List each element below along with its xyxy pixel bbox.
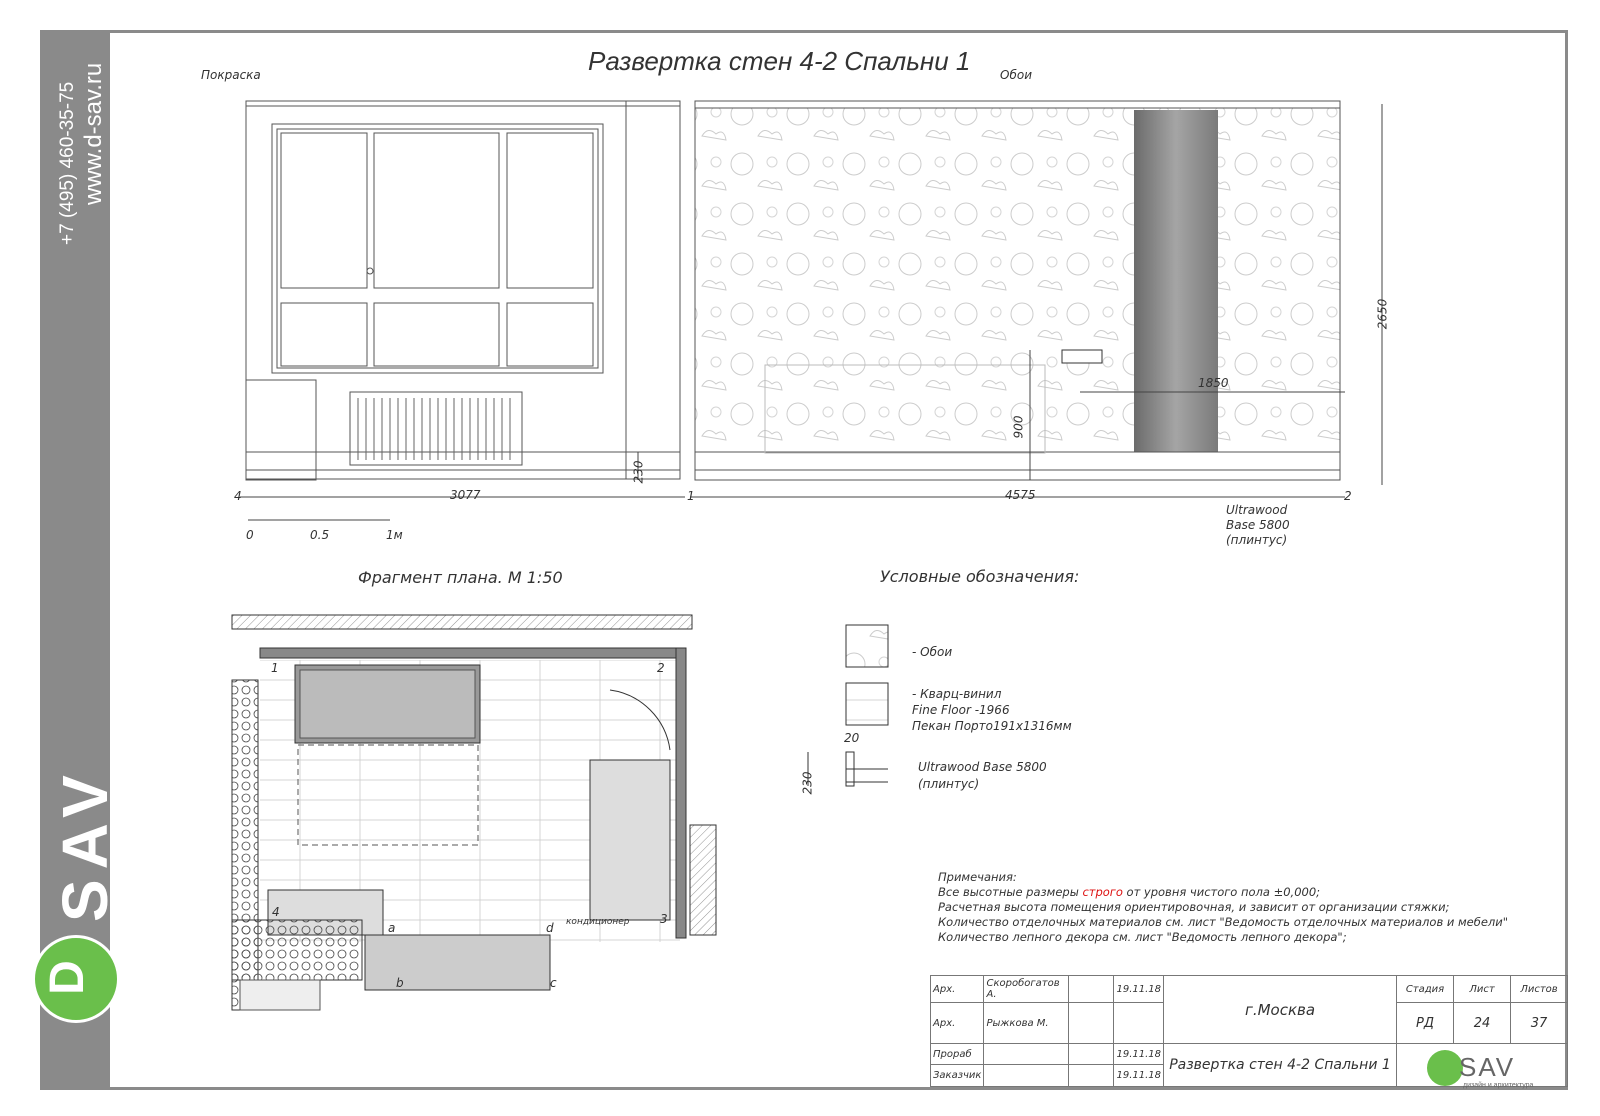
tb-blank-3 [1069,1044,1114,1065]
label-wallpaper: Обои [1000,68,1032,82]
legend-floor-line2: Fine Floor -1966 [912,703,1010,717]
floor-plan [232,615,716,1010]
plan-title: Фрагмент плана. М 1:50 [358,568,563,587]
scale-1m: 1м [386,528,403,542]
tb-date-1: 19.11.18 [1114,976,1164,1003]
dim-1850: 1850 [1198,376,1229,390]
website-url: www.d-sav.ru [80,62,107,205]
tb-logo-icon [1427,1050,1463,1086]
legend-baseboard-line2: (плинтус) [918,777,980,791]
notes-line-1 [938,885,1508,900]
axis-4: 4 [234,489,242,503]
tb-name-4 [984,1065,1069,1087]
title-block [930,975,1568,1090]
baseboard-line2: Base 5800 [1226,518,1290,532]
legend-wallpaper: - Обои [912,645,953,659]
notes-heading: Примечания: [938,870,1017,884]
dim-230: 230 [631,460,646,484]
plan-mark-4: 4 [272,905,280,919]
notes-line-1a: Все высотные размеры [938,885,1083,899]
tb-role-2: Арх. [931,1003,984,1044]
legend-baseboard-dim: 230 [800,771,815,795]
notes-line-3: Количество отделочных материалов см. лист "Ведомость отделочных материалов и мебели" [938,915,1509,929]
sidebar-logo-text: SAV [49,765,121,922]
tb-role-3: Прораб [931,1044,984,1065]
tb-sheet: 24 [1454,1003,1511,1044]
axis-2: 2 [1344,489,1352,503]
tb-blank-2 [1069,1003,1114,1044]
tb-blank-1 [1069,976,1114,1003]
legend-floor-dim: 20 [844,731,860,745]
notes [938,870,1508,945]
tb-name-1: Скоробогатов А. [984,976,1069,1003]
plan-mark-2: 2 [657,661,665,675]
plan-conditioner: кондиционер [566,917,630,927]
page-title: Развертка стен 4-2 Спальни 1 [588,46,971,76]
legend-floor-line1: - Кварц-винил [912,687,1002,701]
elevation-left [246,101,680,480]
tb-name-2: Рыжкова М. [984,1003,1069,1044]
legend-baseboard-line1: Ultrawood Base 5800 [918,760,1047,774]
plan-mark-b: b [396,976,404,990]
baseboard-line3: (плинтус) [1226,533,1288,547]
tb-date-3: 19.11.18 [1114,1044,1164,1065]
tb-blank-4 [1069,1065,1114,1087]
tb-sheets-label: Листов [1511,976,1568,1003]
plan-mark-3: 3 [660,912,668,926]
plan-mark-c: c [550,976,557,990]
tb-date-4: 19.11.18 [1114,1065,1164,1087]
dim-900: 900 [1011,415,1026,439]
tb-sheet-title: Развертка стен 4-2 Спальни 1 [1164,1044,1397,1087]
legend-swatches [808,625,888,786]
notes-line-2: Расчетная высота помещения ориентировочная, и зависит от организации стяжки; [938,900,1450,914]
tb-city: г.Москва [1164,976,1397,1044]
legend-title: Условные обозначения: [880,567,1080,586]
phone-number: +7 (495) 460-35-75 [57,81,78,245]
tb-logo-text: SAV [1459,1052,1516,1083]
tb-stage: РД [1397,1003,1454,1044]
tb-name-3 [984,1044,1069,1065]
scale-0: 0 [246,528,254,542]
tb-role-1: Арх. [931,976,984,1003]
label-paint: Покраска [201,68,261,82]
tb-sheet-label: Лист [1454,976,1511,1003]
notes-line-1b: от уровня чистого пола ±0,000; [1122,885,1321,899]
socket-icon [1062,350,1102,363]
tb-sheets: 37 [1511,1003,1568,1044]
tb-date-2 [1114,1003,1164,1044]
tb-logo-cell [1397,1044,1568,1090]
axis-1: 1 [687,489,695,503]
tb-role-4: Заказчик [931,1065,984,1087]
door [1134,110,1218,452]
baseboard-line1: Ultrawood [1226,503,1288,517]
tb-logo-sub: дизайн и архитектура [1463,1082,1534,1090]
notes-line-1-emphasis: строго [1082,885,1123,899]
plan-mark-d: d [546,921,554,935]
sidebar-logo-letter: D [40,960,94,995]
dim-3077: 3077 [450,488,481,502]
tb-stage-label: Стадия [1397,976,1454,1003]
plan-mark-1: 1 [271,661,279,675]
legend-floor-line3: Пекан Порто191х1316мм [912,719,1072,733]
dim-2650: 2650 [1375,298,1390,330]
dim-4575: 4575 [1005,488,1036,502]
scale-05: 0.5 [310,528,330,542]
notes-line-4: Количество лепного декора см. лист "Ведомость лепного декора"; [938,930,1347,944]
plan-mark-a: a [388,921,396,935]
